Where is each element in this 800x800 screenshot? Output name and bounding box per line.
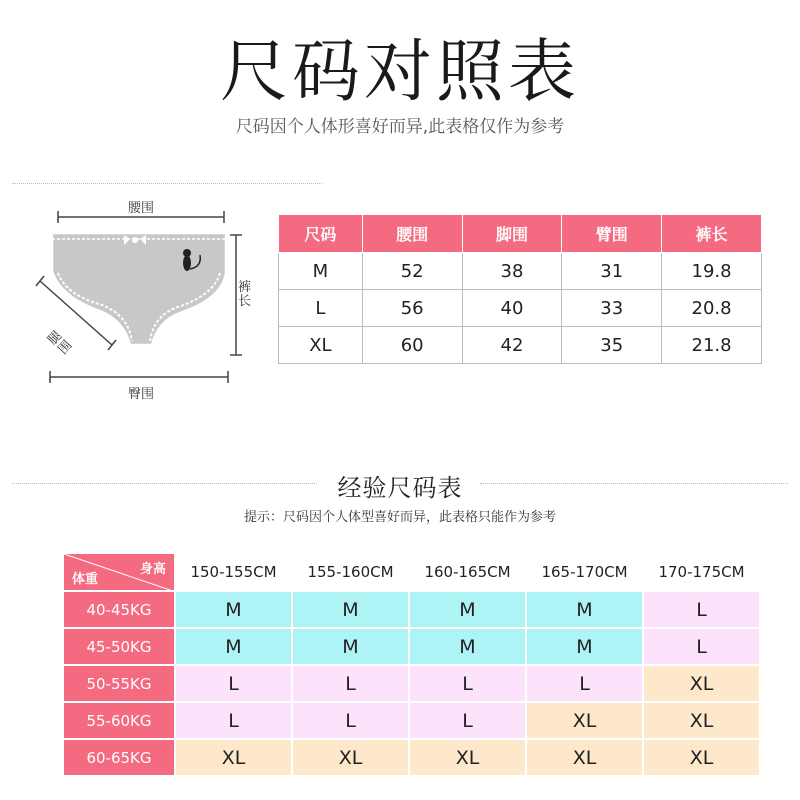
size-table <box>278 214 762 364</box>
size-cell: M <box>409 628 526 665</box>
table-cell: 35 <box>562 327 662 364</box>
page-title: 尺码对照表 <box>219 33 580 112</box>
size-cell: XL <box>292 739 409 776</box>
table-row <box>279 290 762 327</box>
size-cell: L <box>409 665 526 702</box>
table-cell: 20.8 <box>662 290 762 327</box>
table-row <box>279 253 762 290</box>
size-cell: L <box>175 702 292 739</box>
weight-header: 40-45KG <box>63 591 175 628</box>
experience-subtitle: 提示：尺码因个人体型喜好而异，此表格只能作为参考 <box>243 510 556 525</box>
height-header: 170-175CM <box>643 553 760 591</box>
height-header: 165-170CM <box>526 553 643 591</box>
experience-table <box>62 552 761 777</box>
size-cell: XL <box>643 702 760 739</box>
size-cell: M <box>292 628 409 665</box>
size-cell: L <box>292 702 409 739</box>
size-cell: XL <box>526 739 643 776</box>
hip-label: 臀围 <box>128 387 155 402</box>
size-cell: M <box>526 628 643 665</box>
header-cell: 腰围 <box>362 215 462 253</box>
table-row <box>63 739 760 776</box>
leg-label: 腿围 <box>45 328 76 358</box>
header-cell: 臂围 <box>562 215 662 253</box>
weight-header: 45-50KG <box>63 628 175 665</box>
size-cell: M <box>175 591 292 628</box>
table-cell: 60 <box>362 327 462 364</box>
height-header: 150-155CM <box>175 553 292 591</box>
weight-header: 60-65KG <box>63 739 175 776</box>
size-cell: L <box>643 591 760 628</box>
size-cell: L <box>292 665 409 702</box>
size-cell: M <box>292 591 409 628</box>
table-cell: 21.8 <box>662 327 762 364</box>
table-row <box>63 628 760 665</box>
height-header: 155-160CM <box>292 553 409 591</box>
size-cell: XL <box>643 665 760 702</box>
table-row <box>279 327 762 364</box>
table-cell: 38 <box>462 253 562 290</box>
size-cell: L <box>643 628 760 665</box>
size-cell: XL <box>643 739 760 776</box>
page-subtitle: 尺码因个人体形喜好而异,此表格仅作为参考 <box>235 117 565 137</box>
weight-header: 50-55KG <box>63 665 175 702</box>
table-cell: 19.8 <box>662 253 762 290</box>
table-cell: 40 <box>462 290 562 327</box>
height-header-row <box>63 553 760 591</box>
header-cell: 尺码 <box>279 215 363 253</box>
size-table-header <box>279 215 762 253</box>
size-cell: M <box>409 591 526 628</box>
table-row <box>63 665 760 702</box>
table-row <box>63 591 760 628</box>
length-label: 裤长 <box>238 280 252 309</box>
table-row <box>63 702 760 739</box>
divider-top <box>12 183 322 184</box>
size-cell: XL <box>526 702 643 739</box>
table-cell: L <box>279 290 363 327</box>
table-cell: 33 <box>562 290 662 327</box>
underwear-illustration <box>30 195 260 405</box>
corner-cell <box>63 553 175 591</box>
size-cell: L <box>175 665 292 702</box>
height-header: 160-165CM <box>409 553 526 591</box>
weight-header: 55-60KG <box>63 702 175 739</box>
header-cell: 脚围 <box>462 215 562 253</box>
corner-weight-label: 体重 <box>72 572 99 587</box>
table-cell: 56 <box>362 290 462 327</box>
size-cell: XL <box>175 739 292 776</box>
table-cell: 52 <box>362 253 462 290</box>
table-cell: M <box>279 253 363 290</box>
garment-diagram <box>30 195 260 405</box>
size-cell: M <box>526 591 643 628</box>
experience-title: 经验尺码表 <box>337 474 463 502</box>
table-cell: XL <box>279 327 363 364</box>
size-cell: L <box>409 702 526 739</box>
table-cell: 31 <box>562 253 662 290</box>
size-cell: XL <box>409 739 526 776</box>
waist-label: 腰围 <box>128 201 155 216</box>
header-cell: 裤长 <box>662 215 762 253</box>
corner-height-label: 身高 <box>139 562 166 577</box>
table-cell: 42 <box>462 327 562 364</box>
size-cell: M <box>175 628 292 665</box>
size-cell: L <box>526 665 643 702</box>
